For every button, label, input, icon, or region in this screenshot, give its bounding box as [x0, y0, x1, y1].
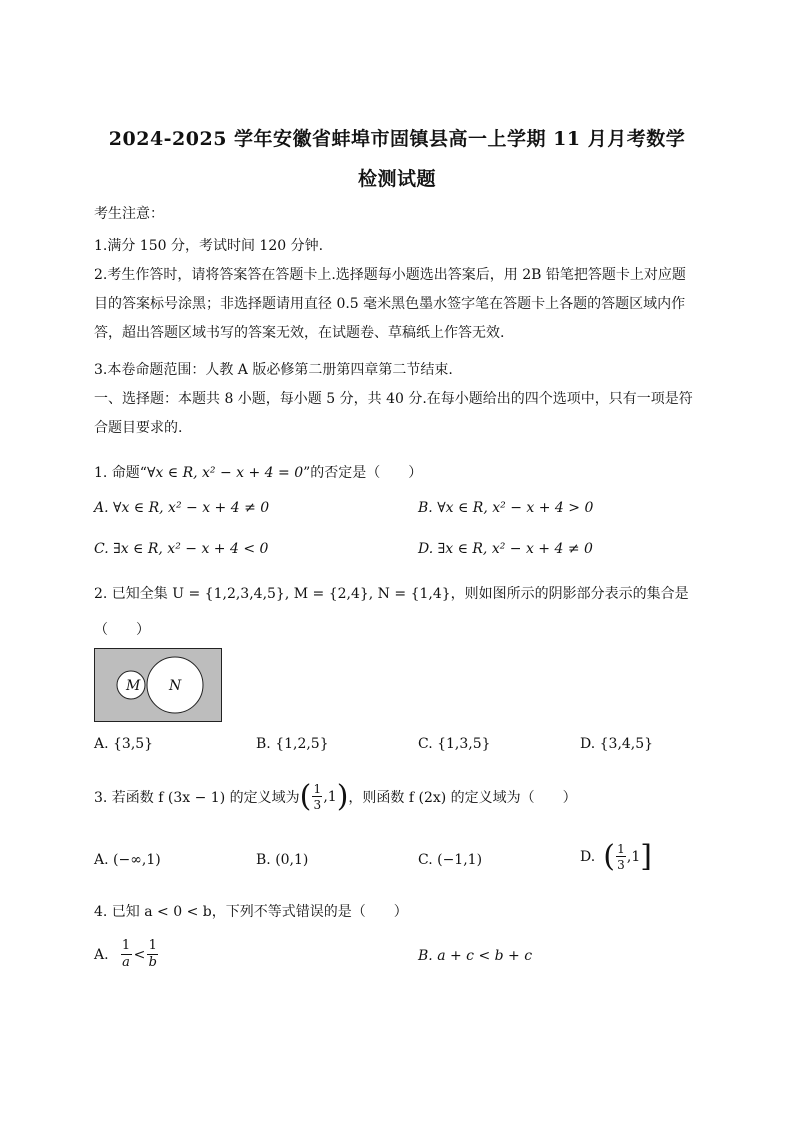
venn-label-m: M: [126, 678, 141, 694]
q3-option-c: C. (−1,1): [418, 852, 483, 868]
exam-title-line1: 2024-2025 学年安徽省蚌埠市固镇县高一上学期 11 月月考数学: [108, 128, 686, 150]
q1-option-a: A. ∀x ∈ R, x² − x + 4 ≠ 0: [94, 500, 270, 516]
q1-suffix: ”的否定是（ ）: [303, 465, 423, 481]
q3-d-interval-tail: ,1: [626, 849, 641, 865]
q3-d-frac-den: 3: [617, 858, 625, 872]
q3-option-b: B. (0,1): [256, 852, 309, 868]
q3-fraction: [312, 782, 322, 812]
q3-option-d-label: D.: [580, 849, 596, 865]
notice-item-1: 1.满分 150 分，考试时间 120 分钟.: [94, 238, 324, 254]
q4-frac-1-num: 1: [121, 938, 131, 953]
notice-item-2: 2.考生作答时，请将答案答在答题卡上.选择题每小题选出答案后，用 2B 铅笔把答题卡上对应题目的答案标号涂黑；非选择题请用直径 0.5 毫米黑色墨水签字笔在答题卡上各题的答题区域内作答，超出答题区域书写的答案无效，在试题卷、草稿纸上作答无效.: [94, 267, 686, 341]
q3-d-frac-num: 1: [617, 842, 625, 856]
question-1-stem: [94, 462, 422, 482]
q4-frac-1: [121, 938, 132, 971]
q3-frac-den: 3: [313, 798, 322, 812]
q4-frac-2-den: b: [148, 955, 157, 970]
q1-option-d: D. ∃x ∈ R, x² − x + 4 ≠ 0: [418, 541, 593, 557]
q4-frac-2-num: 1: [148, 938, 157, 953]
q3-interval: ( $\frac{1}{3}$ ,1 ): [299, 779, 349, 814]
q3-interval-tail: ,1: [323, 789, 337, 805]
q1-option-c: C. ∃x ∈ R, x² − x + 4 < 0: [94, 541, 269, 557]
q3-stem-b: ，则函数 f (2x) 的定义域为（ ）: [348, 790, 577, 806]
q4-less-than: <: [133, 946, 146, 963]
question-4-stem: 4. 已知 a < 0 < b，下列不等式错误的是（ ）: [94, 904, 408, 920]
venn-diagram: [94, 648, 222, 722]
q4-option-a-label: A.: [94, 946, 109, 963]
exam-title-line2: 检测试题: [357, 168, 436, 190]
q3-stem-a: 3. 若函数 f (3x − 1) 的定义域为: [94, 790, 300, 806]
q2-option-a: A. {3,5}: [94, 736, 154, 752]
q2-option-c: C. {1,3,5}: [418, 736, 491, 752]
notice-heading: 考生注意：: [94, 206, 164, 222]
q3-option-d: [580, 839, 652, 874]
venn-label-n: N: [169, 678, 182, 694]
q4-frac-2: [147, 938, 158, 971]
q4-frac-1-den: a: [122, 955, 130, 970]
question-2-stem: 2. 已知全集 U = {1,2,3,4,5}, M = {2,4}, N = {1,4}，则如图所示的阴影部分表示的集合是: [94, 586, 689, 602]
section-intro: 一、选择题：本题共 8 小题，每小题 5 分，共 40 分.在每小题给出的四个选项中，只有一项是符合题目要求的.: [94, 391, 693, 436]
q4-option-b: B. a + c < b + c: [418, 948, 533, 964]
q1-formula: ∀x ∈ R, x² − x + 4 = 0: [146, 465, 304, 481]
q3-option-d-interval: ( $\frac{1}{3}$ ,1 ]: [603, 839, 652, 874]
notice-item-3: 3.本卷命题范围：人教 A 版必修第二册第四章第二节结束.: [94, 362, 453, 378]
q4-option-a: [94, 938, 158, 971]
question-2-paren: （ ）: [94, 622, 150, 638]
q2-option-d: D. {3,4,5}: [580, 736, 654, 752]
q1-option-b: B. ∀x ∈ R, x² − x + 4 > 0: [418, 500, 594, 516]
q1-prefix: 1. 命题“: [94, 465, 147, 481]
q3-frac-num: 1: [313, 782, 322, 796]
q2-option-b: B. {1,2,5}: [256, 736, 329, 752]
question-3-stem: [94, 779, 577, 814]
q3-option-a: A. (−∞,1): [94, 852, 161, 868]
